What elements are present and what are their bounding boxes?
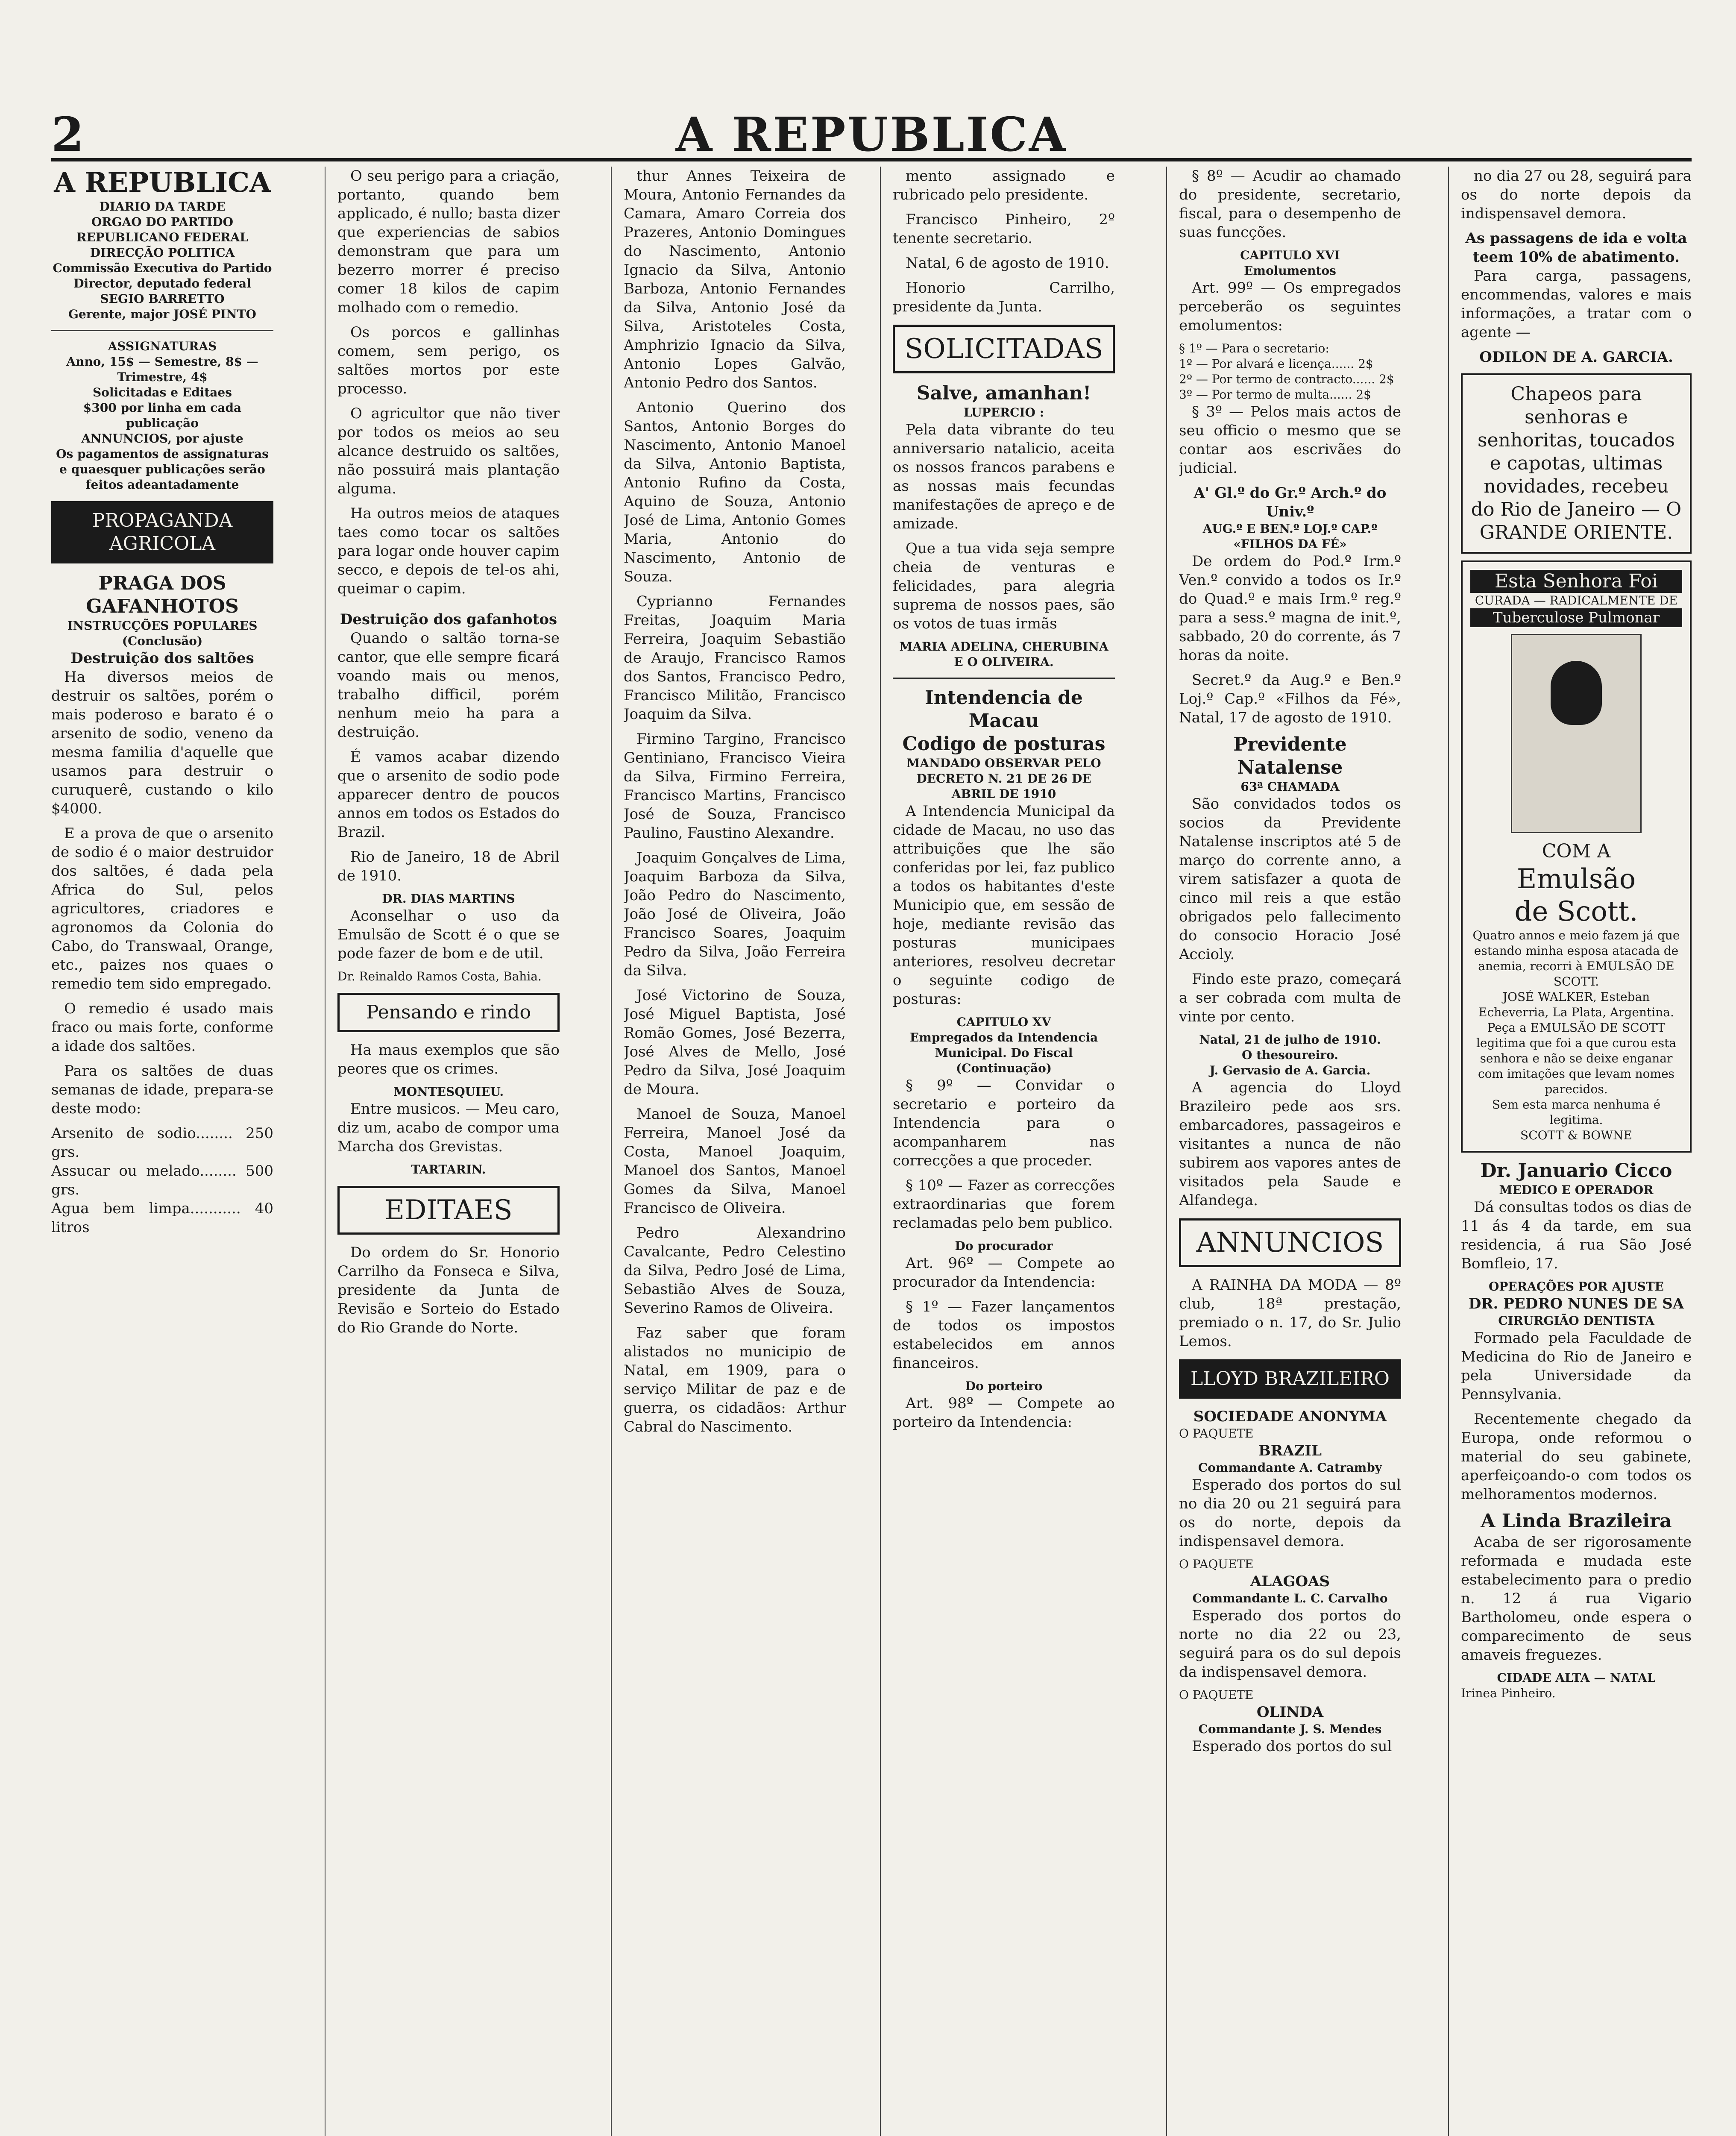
column-rule — [880, 167, 881, 2136]
column-rule — [611, 167, 612, 2136]
ad-com: COM A — [1542, 840, 1611, 862]
ad-emulsao: Emulsão — [1516, 863, 1636, 895]
recipe-line: Arsenito de sodio........ 250 grs. — [51, 1125, 273, 1161]
paragraph: mento assignado e rubricado pelo presidente. — [893, 167, 1115, 203]
paragraph: § 1º — Fazer lançamentos de todos os impostos estabelecidos em annos financeiros. — [893, 1298, 1115, 1372]
paragraph: José Victorino de Souza, José Miguel Baptista, José Romão Gomes, José Bezerra, José Alves de Mello, José Pedro da Silva, José Joaquim de Moura. — [624, 987, 846, 1098]
chapter: CAPITULO XVI — [1240, 248, 1340, 262]
paragraph: Entre musicos. — Meu caro, diz um, acabo de compor uma Marcha dos Grevistas. — [337, 1100, 560, 1155]
section-title: EDITAES — [337, 1186, 560, 1235]
paragraph: Art. 96º — Compete ao procurador da Intendencia: — [893, 1255, 1115, 1291]
paragraph: Findo este prazo, começará a ser cobrada com multa de vinte por cento. — [1179, 971, 1401, 1025]
paragraph: Recentemente chegado da Europa, onde reformou o material do seu gabinete, aperfeiçoando-o com todos os melhoramentos modernos. — [1461, 1411, 1692, 1503]
recipe-line: Assucar ou melado........ 500 grs. — [51, 1162, 273, 1198]
paragraph: Dá consultas todos os dias de 11 ás 4 da tarde, em sua residencia, á rua São José Bomfleio, 17. — [1461, 1199, 1692, 1272]
ad-sign: JOSÉ WALKER, Esteban Echeverria, La Plata, Argentina. — [1478, 990, 1674, 1019]
annuncios-label: ANNUNCIOS, por ajuste — [81, 431, 243, 446]
paragraph: Para carga, passagens, encommendas, valores e mais informações, a tratar com o agente — — [1461, 267, 1692, 341]
column-3 — [624, 167, 846, 2136]
paragraph: Antonio Querino dos Santos, Antonio Borges do Nascimento, Antonio Manoel da Silva, Antonio Baptista, Antonio Rufino da Costa, Aquino de Souza, Antonio José de Lima, Antonio Gomes Maria, Antonio do Nascimento, Antonio de Souza. — [624, 399, 846, 585]
section-title: Previdente Natalense — [1233, 734, 1347, 778]
director: Director, deputado federal SEGIO BARRETTO — [73, 276, 251, 306]
paper-organ: ORGAO DO PARTIDO REPUBLICANO FEDERAL — [76, 215, 248, 244]
divider — [893, 678, 1115, 679]
chapter: CAPITULO XV — [956, 1015, 1051, 1029]
ship-name: BRAZIL — [1258, 1442, 1322, 1459]
paragraph: Firmino Targino, Francisco Gentiniano, Francisco Vieira da Silva, Firmino Ferreira, Francisco Martins, Francisco José de Souza, Francisco Paulino, Faustino Alexandre. — [624, 731, 846, 842]
subsection-title: Destruição dos gafanhotos — [340, 611, 557, 628]
date-line: Natal, 21 de julho de 1910. — [1199, 1033, 1381, 1047]
paragraph: A RAINHA DA MODA — 8º club, 18ª prestação, premiado o n. 17, do Sr. Julio Lemos. — [1179, 1276, 1401, 1350]
recipe-line: Agua bem limpa........... 40 litros — [51, 1200, 273, 1236]
paragraph: Natal, 6 de agosto de 1910. — [906, 255, 1109, 272]
solicitadas-label: Solicitadas e Editaes — [93, 385, 232, 399]
paragraph: E a prova de que o arsenito de sodio é o maior destruidor dos saltões, é dada pela Africa do Sul, pelos agricultores, criadores e agronomos da Colonia do Cabo, do Transwaal, Orange, etc., paizes nos quaes o remedio tem sido empregado. — [51, 825, 273, 992]
doctor-ops: OPERAÇÕES POR AJUSTE — [1488, 1279, 1664, 1294]
ad-ask: Peça a EMULSÃO DE SCOTT legitima que foi a que curou esta senhora e não se deixe enganar com imitações que levam nomes parecidos. — [1476, 1021, 1677, 1096]
article-title: Codigo de posturas — [902, 733, 1106, 755]
divider — [51, 330, 273, 331]
ad-bowne: SCOTT & BOWNE — [1520, 1128, 1632, 1142]
paragraph: Que a tua vida seja sempre cheia de venturas e felicidades, para alegria suprema de nossos paes, são os votos de tuas irmãs — [893, 540, 1115, 632]
paragraph: Secret.º da Aug.º e Ben.º Loj.º Cap.º «Filhos da Fé», Natal, 17 de agosto de 1910. — [1179, 672, 1401, 726]
woman-portrait-illustration — [1511, 634, 1642, 833]
ad-title: Esta Senhora Foi — [1470, 570, 1682, 593]
hats-ad: Chapeos para senhoras e senhoritas, toucados e capotas, ultimas novidades, recebeu do Rio de Janeiro — O GRANDE ORIENTE. — [1461, 373, 1692, 554]
page-header — [51, 107, 1692, 161]
paragraph: É vamos acabar dizendo que o arsenito de sodio pode apparecer dentro de poucos annos em todos os Estados do Brazil. — [337, 748, 560, 841]
paragraph: Manoel de Souza, Manoel Ferreira, Manoel José da Costa, Manoel Joaquim, Manoel dos Santos, Manoel Gomes da Silva, Manoel Francisco de Oliveira. — [624, 1106, 846, 1217]
paragraph: Pela data vibrante do teu anniversario natalicio, aceita os nossos francos parabens e as nossas mais fecundas manifestações de apreço e de amizade. — [893, 421, 1115, 532]
article-title: PRAGA DOS GAFANHOTOS — [86, 572, 239, 617]
continuation: (Continuação) — [956, 1061, 1052, 1075]
paragraph: Os porcos e gallinhas comem, sem perigo, os saltões mortos por este processo. — [337, 324, 560, 397]
column-rule — [1448, 167, 1449, 2136]
masthead-title: A REPUBLICA — [675, 107, 1067, 162]
paragraph: Ha diversos meios de destruir os saltões, porém o mais poderoso e barato é o arsenito de sodio, veneno da mesma familia d'aquelle que usamos para destruir o curuquerê, custando o kilo $4000. — [51, 669, 273, 817]
ship-label: O PAQUETE — [1179, 1557, 1254, 1571]
quote-author: MONTESQUIEU. — [393, 1085, 504, 1099]
doctor-role: MEDICO E OPERADOR — [1499, 1183, 1654, 1197]
payment-note: Os pagamentos de assignaturas e quaesquer publicações serão feitos adeantadamente — [56, 447, 269, 492]
ship-commander: Commandante J. S. Mendes — [1198, 1722, 1382, 1736]
quote-author: TARTARIN. — [411, 1162, 486, 1177]
column-1 — [51, 167, 273, 2136]
ad-cured: CURADA — RADICALMENTE DE — [1475, 593, 1678, 607]
treasurer-label: O thesoureiro. — [1242, 1048, 1338, 1062]
addressee: LUPERCIO : — [963, 405, 1044, 420]
ad-quote: Quatro annos e meio fazem já que estando minha esposa atacada de anemia, recorri à EMULSÃO DE SCOTT. — [1472, 928, 1680, 989]
article-title: Salve, amanhan! — [916, 382, 1091, 404]
signature-name: DR. DIAS MARTINS — [382, 892, 515, 906]
paragraph: Francisco Pinheiro, 2º tenente secretario. — [893, 211, 1115, 247]
paper-subtitle: DIARIO DA TARDE — [99, 200, 226, 214]
column-6 — [1461, 167, 1692, 2136]
paragraph: § 9º — Convidar o secretario e porteiro da Intendencia para o acompanharem nas correcções a que proceder. — [893, 1077, 1115, 1169]
signature: Dr. Reinaldo Ramos Costa, Bahia. — [337, 969, 542, 983]
paragraph: O remedio é usado mais fraco ou mais forte, conforme a idade dos saltões. — [51, 1000, 273, 1055]
paragraph: Acaba de ser rigorosamente reformada e mudada este estabelecimento para o predio n. 12 á rua Vigario Bartholomeu, onde espera o comparecimento de seus amaveis freguezes. — [1461, 1534, 1692, 1664]
paragraph: A agencia do Lloyd Brazileiro pede aos srs. embarcadores, passageiros e visitantes a nunca de não subirem aos vapores antes de visitados pela Saude e Alfandega. — [1179, 1079, 1401, 1209]
paragraph: no dia 27 ou 28, seguirá para os do norte depois da indispensavel demora. — [1461, 167, 1692, 222]
paragraph: Para os saltões de duas semanas de idade, prepara-se deste modo: — [51, 1062, 273, 1117]
paragraph: O agricultor que não tiver por todos os meios ao seu alcance destruido os saltões, não possuirá mais plantação alguma. — [337, 405, 560, 497]
ad-fish: Sem esta marca nenhuma é legitima. — [1492, 1097, 1661, 1127]
chapter-subtitle: Empregados da Intendencia Municipal. Do Fiscal — [909, 1030, 1098, 1060]
company-type: SOCIEDADE ANONYMA — [1193, 1408, 1387, 1425]
paragraph: Honorio Carrilho, presidente da Junta. — [893, 279, 1115, 315]
paragraph: Ha outros meios de ataques taes como tocar os saltões para logar onde houver capim secco, e depois de tel-os ahi, queimar o capim. — [337, 505, 560, 597]
ship-name: ALAGOAS — [1250, 1573, 1330, 1590]
section-title: Pensando e rindo — [337, 993, 560, 1032]
ship-label: O PAQUETE — [1179, 1426, 1254, 1441]
subheading: Do porteiro — [965, 1379, 1043, 1393]
fee-line: 3º — Por termo de multa...... 2$ — [1179, 387, 1371, 402]
paragraph: Faz saber que foram alistados no municipio de Natal, em 1909, para o serviço Militar de paz e de guerra, os cidadãos: Arthur Cabral do Nascimento. — [624, 1324, 846, 1435]
ship-commander: Commandante L. C. Carvalho — [1192, 1591, 1388, 1605]
section-title: PROPAGANDA AGRICOLA — [51, 501, 273, 563]
chamada: 63ª CHAMADA — [1240, 780, 1340, 794]
column-4 — [893, 167, 1115, 2136]
paragraph: Aconselhar o uso da Emulsão de Scott é o que se pode fazer de bom e de util. — [337, 907, 560, 962]
conclusion-note: (Conclusão) — [122, 634, 203, 648]
paragraph: De ordem do Pod.º Irm.º Ven.º convido a todos os Ir.º do Quad.º e mais Irm.º reg.º para a sess.º magna de init.º, sabbado, 20 do corrente, ás 7 horas da noite. — [1179, 553, 1401, 664]
article-subtitle: INSTRUCÇÕES POPULARES — [67, 619, 258, 633]
treasurer-name: J. Gervasio de A. Garcia. — [1209, 1063, 1371, 1077]
paper-name: A REPUBLICA — [54, 167, 271, 199]
paragraph: Pedro Alexandrino Cavalcante, Pedro Celestino da Silva, Pedro José de Lima, Sebastião Alves de Souza, Severino Ramos de Oliveira. — [624, 1224, 846, 1317]
committee: Commissão Executiva do Partido — [53, 261, 272, 275]
manager: Gerente, major JOSÉ PINTO — [68, 307, 256, 321]
paragraph: § 3º — Pelos mais actos de seu officio o mesmo que se contar aos escrivães do judicial. — [1179, 403, 1401, 477]
paragraph: Formado pela Faculdade de Medicina do Rio de Janeiro e pela Universidade da Pennsylvania. — [1461, 1329, 1692, 1403]
section-title: A' Gl.º do Gr.º Arch.º do Univ.º — [1194, 484, 1387, 520]
paragraph: Ha maus exemplos que são peores que os crimes. — [337, 1042, 560, 1077]
paragraph: Esperado dos portos do norte no dia 22 ou 23, seguirá para os do sul depois da indispensavel demora. — [1179, 1607, 1401, 1681]
emulsion-ad — [1461, 560, 1692, 1153]
lodge-name: AUG.º E BEN.º LOJ.º CAP.º «FILHOS DA FÉ» — [1202, 522, 1378, 551]
column-rule — [1166, 167, 1167, 2136]
doctor-name: Dr. Januario Cicco — [1480, 1160, 1672, 1182]
subsection-title: Destruição dos saltões — [70, 650, 254, 667]
ship-name: OLINDA — [1256, 1704, 1324, 1721]
paragraph: § 10º — Fazer as correcções extraordinarias que forem reclamadas pelo bem publico. — [893, 1177, 1115, 1232]
dentist-role: CIRURGIÃO DENTISTA — [1498, 1314, 1654, 1328]
fee-line: 1º — Por alvará e licença...... 2$ — [1179, 357, 1373, 371]
section-title: ANNUNCIOS — [1179, 1218, 1401, 1267]
owner-name: Irinea Pinheiro. — [1461, 1686, 1556, 1700]
agent-name: ODILON DE A. GARCIA. — [1479, 349, 1673, 366]
ad-disease: Tuberculose Pulmonar — [1470, 608, 1682, 627]
column-2 — [337, 167, 560, 2136]
company-name: LLOYD BRAZILEIRO — [1179, 1359, 1401, 1399]
dentist-name: DR. PEDRO NUNES DE SA — [1468, 1295, 1684, 1312]
paragraph: O seu perigo para a criação, portanto, quando bem applicado, é nullo; basta dizer que experiencias de sabios demonstram que para um bezerro morrer é preciso comer 18 kilos de capim molhado com o remedio. — [337, 167, 560, 316]
paragraph: Esperado dos portos do sul — [1192, 1738, 1392, 1755]
signature-date: Rio de Janeiro, 18 de Abril de 1910. — [337, 848, 560, 884]
paragraph: Cyprianno Fernandes Freitas, Joaquim Maria Ferreira, Joaquim Sebastião de Araujo, Francisco Ramos dos Santos, Francisco Pedro, Francisco Militão, Francisco Joaquim da Silva. — [624, 593, 846, 723]
chapter-subtitle: Emolumentos — [1244, 264, 1336, 278]
fee-line: § 1º — Para o secretario: — [1179, 341, 1329, 355]
ship-label: O PAQUETE — [1179, 1688, 1254, 1702]
page-number: 2 — [51, 107, 84, 162]
location: CIDADE ALTA — NATAL — [1497, 1671, 1656, 1685]
subheading: Do procurador — [955, 1239, 1053, 1253]
discount-note: As passagens de ida e volta teem 10% de abatimento. — [1465, 230, 1687, 266]
paragraph: Do ordem do Sr. Honorio Carrilho da Fonseca e Silva, presidente da Junta de Revisão e Sorteio do Estado do Rio Grande do Norte. — [337, 1244, 560, 1336]
paragraph: A Intendencia Municipal da cidade de Macau, no uso das attribuições que lhe são conferidas por lei, faz publico a todos os habitantes d'este Municipio que, em sessão de hoje, mediante revisão das posturas municipaes anteriores, resolveu decretar o seguinte codigo de posturas: — [893, 803, 1115, 1008]
section-title: Intendencia de Macau — [925, 687, 1083, 732]
signatures-label: ASSIGNATURAS — [108, 339, 217, 353]
ship-commander: Commandante A. Catramby — [1198, 1461, 1382, 1475]
paragraph: Art. 99º — Os empregados perceberão os seguintes emolumentos: — [1179, 279, 1401, 334]
column-rule — [325, 167, 326, 2136]
direction: DIRECÇÃO POLITICA — [90, 246, 235, 260]
paragraph: Joaquim Gonçalves de Lima, Joaquim Barboza da Silva, João Pedro do Nascimento, João José de Oliveira, João Francisco Soares, Joaquim Pedro da Silva, João Ferreira da Silva. — [624, 849, 846, 979]
section-title: A Linda Brazileira — [1481, 1510, 1672, 1532]
paragraph: § 8º — Acudir ao chamado do presidente, secretario, fiscal, para o desempenho de suas funcções. — [1179, 167, 1401, 241]
decree: MANDADO OBSERVAR PELO DECRETO N. 21 DE 26 DE ABRIL DE 1910 — [906, 756, 1101, 801]
per-line-price: $300 por linha em cada publicação — [83, 401, 242, 430]
paragraph: Art. 98º — Compete ao porteiro da Intendencia: — [893, 1395, 1115, 1431]
fee-line: 2º — Por termo de contracto...... 2$ — [1179, 372, 1394, 386]
column-5 — [1179, 167, 1401, 2136]
paragraph: Esperado dos portos do sul no dia 20 ou 21 seguirá para os do norte, depois da indispensavel demora. — [1179, 1476, 1401, 1550]
ad-scott: de Scott. — [1514, 896, 1638, 927]
paragraph: thur Annes Teixeira de Moura, Antonio Fernandes da Camara, Amaro Correia dos Prazeres, Antonio Domingues do Nascimento, Antonio Ignacio da Silva, Antonio Barboza, Antonio Fernandes da Silva, Antonio José da Silva, Aristoteles Costa, Amphrizio Ignacio da Silva, Antonio Lopes Galvão, Antonio Pedro dos Santos. — [624, 167, 846, 391]
paragraph: Quando o saltão torna-se cantor, que elle sempre ficará voando mais ou menos, trabalho difficil, porém nenhum meio ha para a destruição. — [337, 630, 560, 741]
subscription-prices: Anno, 15$ — Semestre, 8$ — Trimestre, 4$ — [66, 355, 258, 384]
signature: MARIA ADELINA, CHERUBINA E O OLIVEIRA. — [899, 640, 1108, 669]
paragraph: São convidados todos os socios da Previdente Natalense inscriptos até 5 de março do corrente anno, a virem satisfazer a quota de cinco mil reis a que estão obrigados pelo fallecimento do consocio Horacio José Accioly. — [1179, 795, 1401, 963]
section-title: SOLICITADAS — [893, 325, 1115, 373]
